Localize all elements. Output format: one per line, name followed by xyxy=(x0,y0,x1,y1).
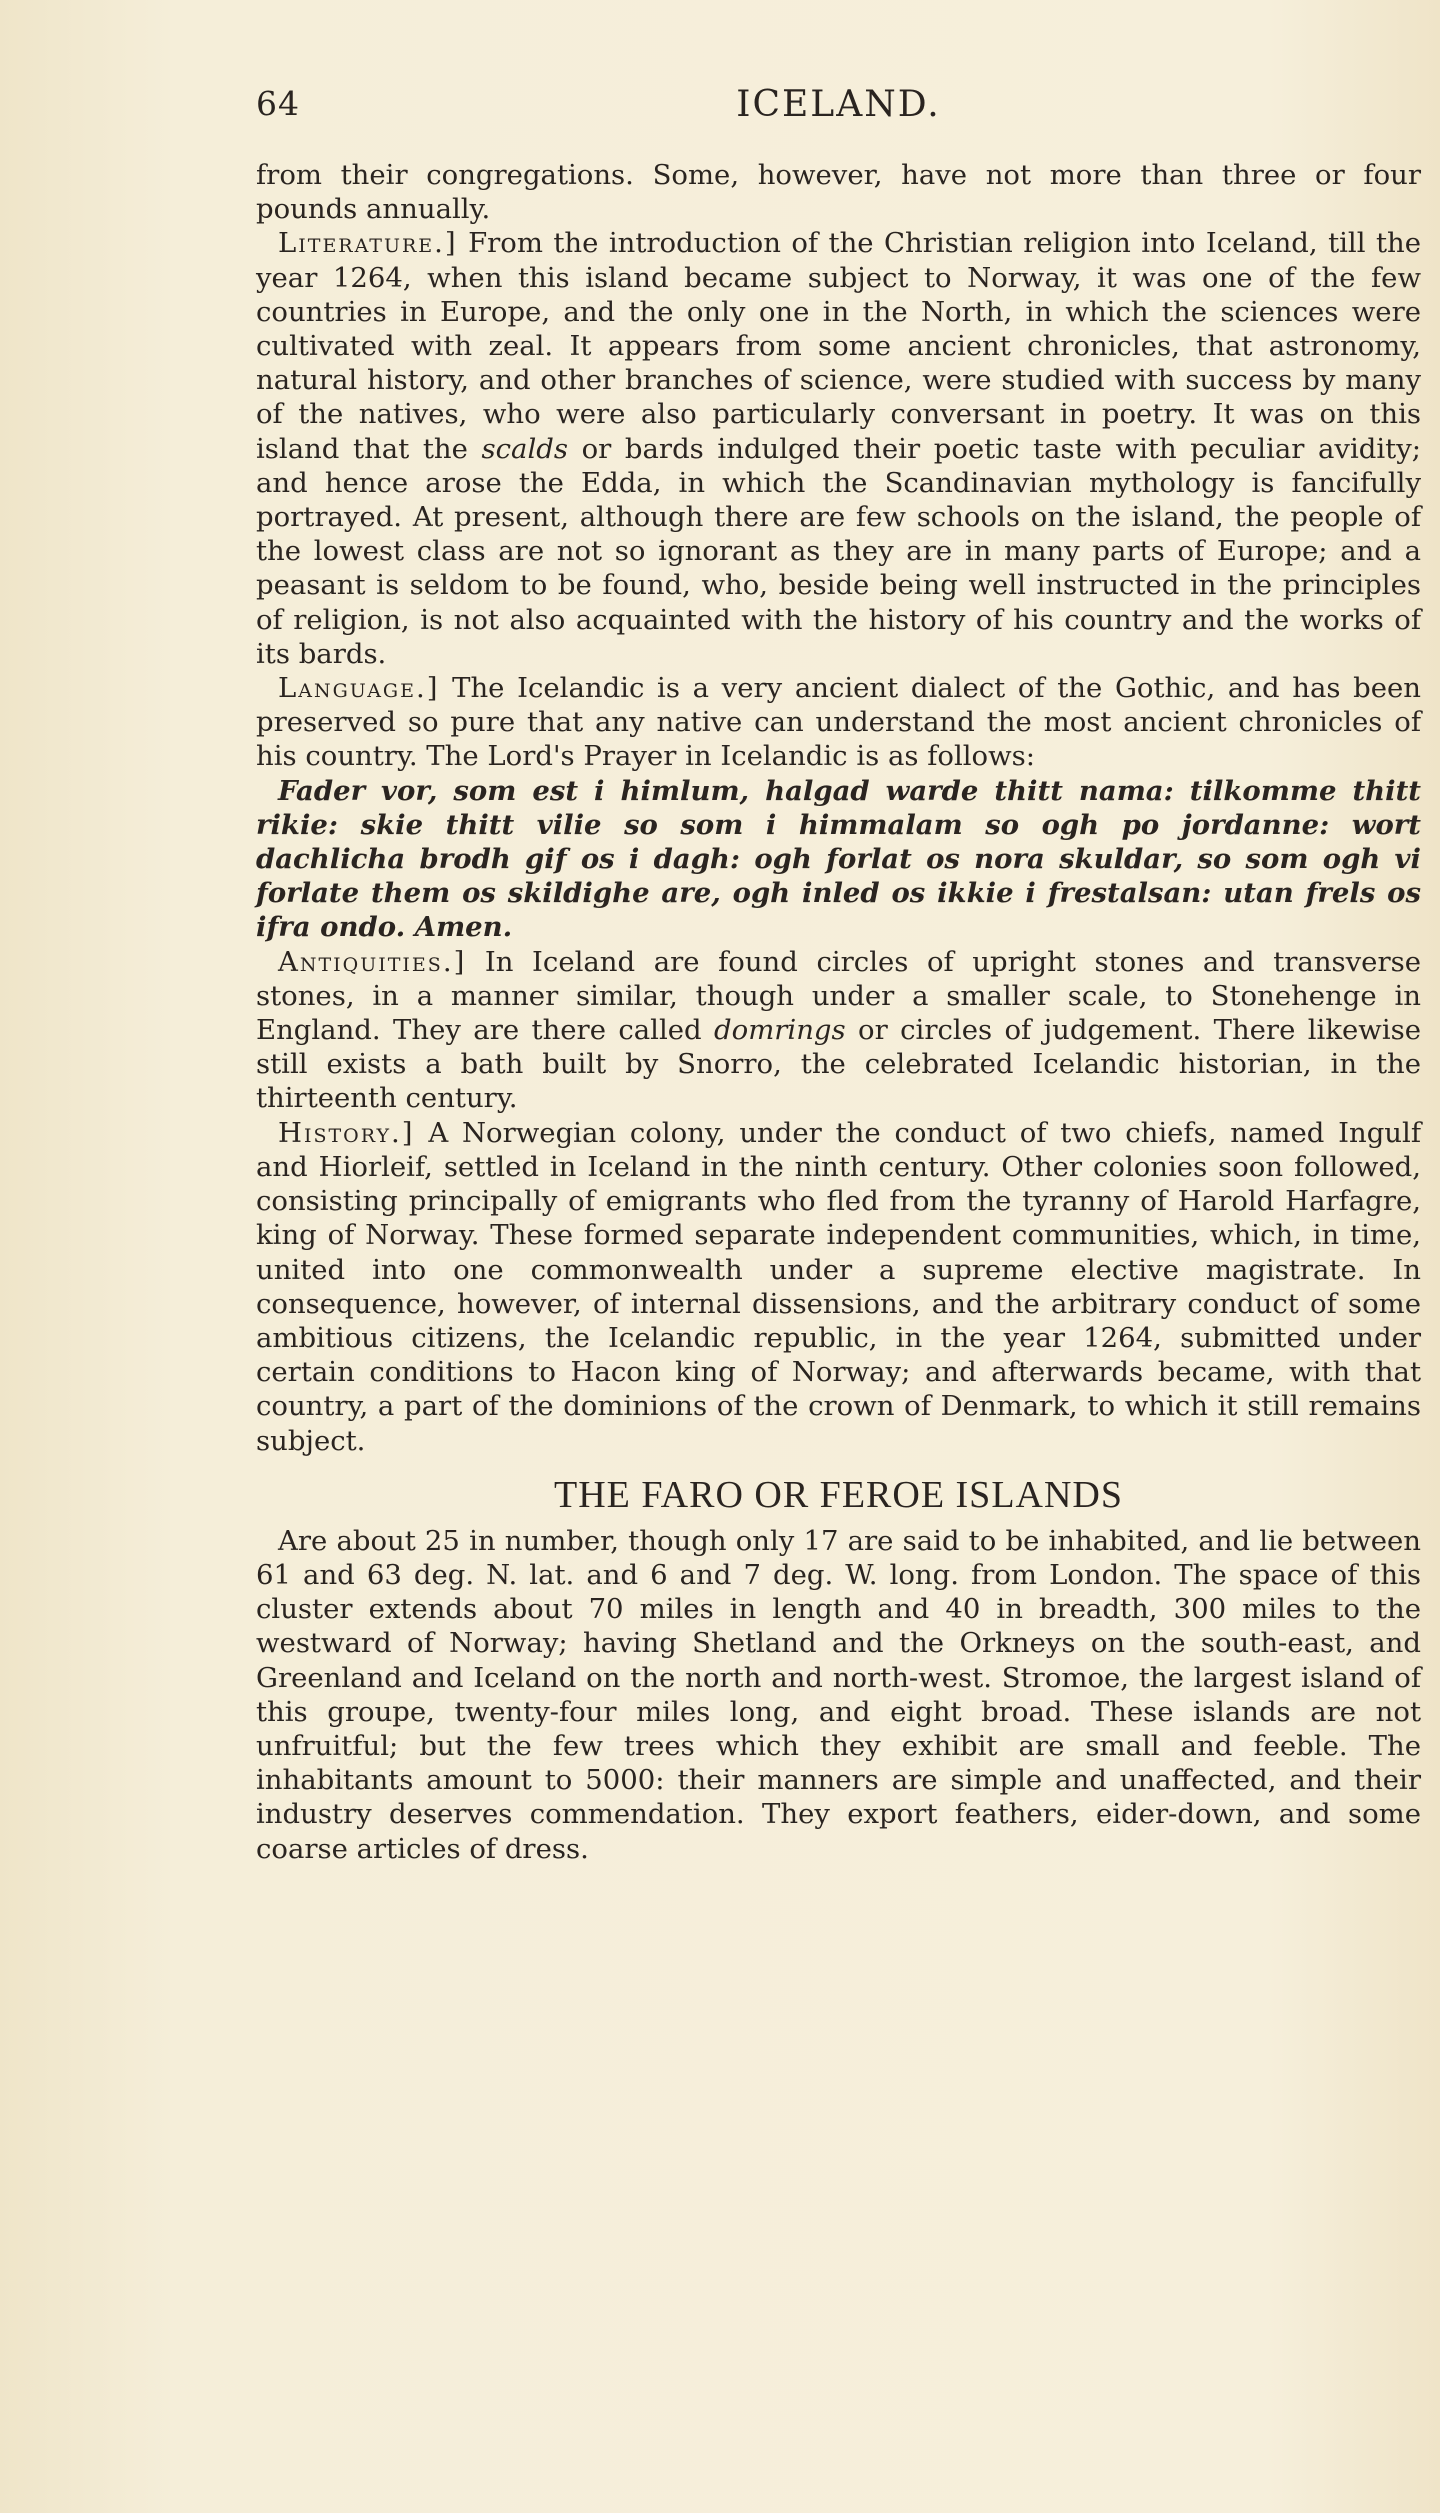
antiquities-text-rest: or circles of judgement. There likewise still exists a bath built by Snorro, the celebrated Icelandic historian, in the thirteenth century. xyxy=(256,1014,1421,1115)
paragraph-literature xyxy=(256,226,1421,671)
paragraph-antiquities xyxy=(256,945,1421,1116)
paragraph-continuation: from their congregations. Some, however, have not more than three or four pounds annually. xyxy=(256,159,1421,226)
literature-text-rest: or bards indulged their poetic taste with peculiar avidity; and hence arose the Edda, in which the Scandinavian mythology is fancifully portrayed. At present, although there are few schools on the island, the people of the lowest class are not so ignorant as they are in many parts of Europe; and a peasant is seldom to be found, who, beside being well instructed in the principles of religion, is not also acquainted with the history of his country and the works of its bards. xyxy=(256,432,1422,670)
language-text: The Icelandic is a very ancient dialect of the Gothic, and has been preserved so pure that any native can understand the most ancient chronicles of his country. The Lord's Prayer in Icelandic is as follows: xyxy=(256,672,1421,773)
section-head-literature: Literature.] xyxy=(278,227,458,260)
literature-text: From the introduction of the Christian religion into Iceland, till the year 1264, when this island became subject to Norway, it was one of the few countries in Europe, and the only one in the North, in which the sciences were cultivated with zeal. It appears from some ancient chronicles, that astronomy, natural history, and other branches of science, were studied with success by many of the natives, who were also particularly conversant in poetry. It was on this island that the xyxy=(256,227,1421,465)
antiquities-text: In Iceland are found circles of upright stones and transverse stones, in a manner similar, though under a smaller scale, to Stonehenge in England. They are there called xyxy=(256,945,1421,1047)
literature-scalds: scalds xyxy=(481,432,568,465)
page-header xyxy=(256,84,1421,134)
section-head-language: Language.] xyxy=(278,672,440,705)
lords-prayer-icelandic: Fader vor, som est i himlum, halgad warde thitt nama: tilkomme thitt rikie: skie thitt vilie so som i himmalam so ogh po jordanne: wort dachlicha brodh gif os i dagh: ogh forlat os nora skuldar, so som ogh vi forlate them os skildighe are, ogh inled os ikkie i frestalsan: utan frels os ifra ondo. Amen. xyxy=(256,774,1421,944)
section-head-antiquities: Antiquities.] xyxy=(278,945,467,978)
antiquities-domrings: domrings xyxy=(714,1014,846,1047)
body-text xyxy=(256,158,1421,1866)
section-head-history: History.] xyxy=(278,1116,415,1149)
paragraph-faroe: Are about 25 in number, though only 17 are said to be inhabited, and lie between 61 and 63 deg. N. lat. and 6 and 7 deg. W. long. from London. The space of this cluster extends about 70 miles in length and 40 in breadth, 300 miles to the westward of Norway; having Shetland and the Orkneys on the south-east, and Greenland and Iceland on the north and north-west. Stromoe, the largest island of this groupe, twenty-four miles long, and eight broad. These islands are not unfruitful; but the few trees which they exhibit are small and feeble. The inhabitants amount to 5000: their manners are simple and unaffected, and their industry deserves commendation. They export feathers, eider-down, and some coarse articles of dress. xyxy=(256,1524,1421,1865)
running-title: ICELAND. xyxy=(736,84,941,125)
section-title-faroe: THE FARO OR FEROE ISLANDS xyxy=(553,1473,1123,1516)
history-text: A Norwegian colony, under the conduct of two chiefs, named Ingulf and Hiorleif, settled in Iceland in the ninth century. Other colonies soon followed, consisting principally of emigrants who fled from the tyranny of Harold Harfagre, king of Norway. These formed separate independent communities, which, in time, united into one commonwealth under a supreme elective magistrate. In consequence, however, of internal dissensions, and the arbitrary conduct of some ambitious citizens, the Icelandic republic, in the year 1264, submitted under certain conditions to Hacon king of Norway; and afterwards became, with that country, a part of the dominions of the crown of Denmark, to which it still remains subject. xyxy=(256,1116,1421,1457)
page-number: 64 xyxy=(256,84,300,123)
paragraph-language xyxy=(256,671,1421,774)
paragraph-history xyxy=(256,1116,1421,1458)
